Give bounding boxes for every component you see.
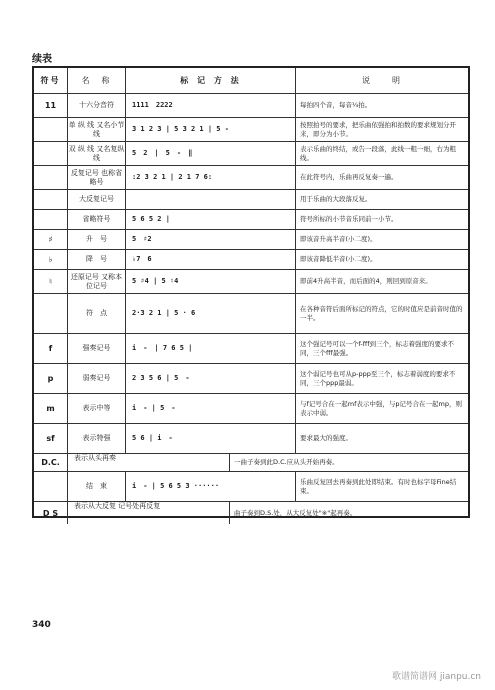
row-name: 表示特强 — [68, 424, 126, 453]
table-row — [34, 424, 468, 454]
row-symbol: p — [34, 364, 68, 393]
table-row — [34, 142, 468, 166]
row-description: 即前4升高半音，而后面的4，则回到原音来。 — [300, 277, 432, 285]
row-symbol: sf — [34, 424, 68, 453]
row-name: 还原记号 又称本位记号 — [68, 270, 126, 293]
table-row — [34, 166, 468, 190]
row-notation: i - | 5 - — [126, 394, 296, 423]
row-notation: 5 6 5 2 | — [126, 210, 296, 229]
table-header — [34, 68, 468, 94]
row-description: 表示乐曲的终结，或告一段落，此线一粗一细，右为粗线。 — [300, 144, 456, 162]
row-description: 一曲子奏到此D.C.应从头开始再奏。 — [234, 458, 339, 466]
row-description: 即该音升高半音(小二度)。 — [300, 235, 377, 243]
row-symbol: f — [34, 334, 68, 363]
notation-table — [32, 66, 470, 518]
row-notation — [126, 190, 296, 209]
row-description: 即该音降低半音(小二度)。 — [300, 255, 377, 263]
row-description: 每拍四个音，每音¼拍。 — [300, 101, 372, 109]
row-description: 乐曲反复回去再奏到此处即结束。有时也标字母Fine结束。 — [300, 477, 457, 495]
row-notation: 2·3 2 1 | 5 · 6 — [126, 294, 296, 333]
row-description: 要求最大的强度。 — [300, 434, 352, 442]
row-description: 用于乐曲的大段落反复。 — [300, 195, 372, 203]
row-name: 大反复记号 — [68, 190, 126, 209]
row-name: 降 号 — [68, 250, 126, 269]
table-row — [34, 364, 468, 394]
table-row — [34, 502, 468, 524]
row-description: 这个强记号可以一个f-fff到三个，标志着强度的要求不同，三个fff最强。 — [300, 339, 455, 357]
row-notation: 5 6 | i - — [126, 424, 296, 453]
row-notation: i - | 5 6 5 3 ······ — [126, 472, 296, 501]
row-name: 符 点 — [68, 294, 126, 333]
row-symbol: ♭ — [34, 250, 68, 269]
row-notation: 5 2 | 5 - ‖ — [126, 142, 296, 165]
row-symbol: D.C. — [34, 454, 68, 471]
header-symbol: 符号 — [34, 68, 68, 93]
table-row — [34, 334, 468, 364]
row-notation: 5 ♯2 — [126, 230, 296, 249]
row-symbol: D S — [34, 502, 68, 524]
table-row — [34, 270, 468, 294]
header-notation: 标 记 方 法 — [126, 68, 296, 93]
table-row — [34, 454, 468, 472]
row-symbol — [34, 210, 68, 229]
row-name: 表示从大反复 记号处再反复 — [68, 502, 230, 524]
table-row — [34, 472, 468, 502]
table-row — [34, 94, 468, 118]
row-description: 在各种音符后面所标记的符点，它的时值应是前音时值的一半。 — [300, 304, 463, 322]
row-notation: i - | 7 6 5 | — [126, 334, 296, 363]
row-symbol — [34, 118, 68, 141]
row-description: 这个弱记号也可从p-ppp至三个，标志着弱度的要求不同，三个ppp最弱。 — [300, 369, 456, 387]
watermark: 歌谱简谱网 jianpu.cn — [391, 672, 481, 682]
table-row — [34, 118, 468, 142]
row-description: 曲子奏到D.S.处，从大反复处"※"起再奏。 — [234, 508, 357, 517]
header-description: 说 明 — [362, 76, 402, 85]
row-notation: :2 3 2 1 | 2 1 7 6: — [126, 166, 296, 189]
row-symbol — [34, 142, 68, 165]
table-row — [34, 294, 468, 334]
page-number: 340 — [32, 620, 51, 630]
row-name: 省略符号 — [68, 210, 126, 229]
row-description: 符号所标的小节音乐同前一小节。 — [300, 215, 398, 223]
row-symbol: ♯ — [34, 230, 68, 249]
row-notation: 2 3 5 6 | 5 - — [126, 364, 296, 393]
row-symbol: ♮ — [34, 270, 68, 293]
row-notation: 1111 2222 — [126, 94, 296, 117]
row-name: 表示中等 — [68, 394, 126, 423]
header-name: 名 称 — [68, 68, 126, 93]
row-name: 升 号 — [68, 230, 126, 249]
row-notation: 5 ♯4 | 5 ♮4 — [126, 270, 296, 293]
row-description: 按照拍号的要求，把乐曲依强拍和拍数的要求规划分开来，即分为小节。 — [300, 120, 456, 138]
row-symbol — [34, 472, 68, 501]
row-name: 双 纵 线 又名复纵线 — [68, 142, 126, 165]
row-notation: ♭7 6 — [126, 250, 296, 269]
row-name: 反复记号 也称省略号 — [68, 166, 126, 189]
row-symbol — [34, 294, 68, 333]
row-name: 结 束 — [68, 472, 126, 501]
table-row — [34, 394, 468, 424]
row-description: 与f记号合在一起mf表示中强，与p记号合在一起mp，则表示中弱。 — [300, 399, 462, 417]
table-row — [34, 230, 468, 250]
row-description: 在此符号内，乐曲再反复奏一遍。 — [300, 173, 398, 181]
row-name: 弱奏记号 — [68, 364, 126, 393]
table-row — [34, 250, 468, 270]
row-symbol — [34, 190, 68, 209]
row-name: 表示从头再奏 — [68, 454, 230, 471]
row-notation: 3 1 2 3 | 5 3 2 1 | 5 - — [126, 118, 296, 141]
row-name: 单 纵 线 又名小节线 — [68, 118, 126, 141]
row-name: 十六分音符 — [68, 94, 126, 117]
row-symbol — [34, 166, 68, 189]
row-name: 强奏记号 — [68, 334, 126, 363]
row-symbol: 11 — [34, 94, 68, 117]
table-row — [34, 210, 468, 230]
continued-label: 续表 — [32, 54, 52, 65]
table-row — [34, 190, 468, 210]
row-symbol: m — [34, 394, 68, 423]
